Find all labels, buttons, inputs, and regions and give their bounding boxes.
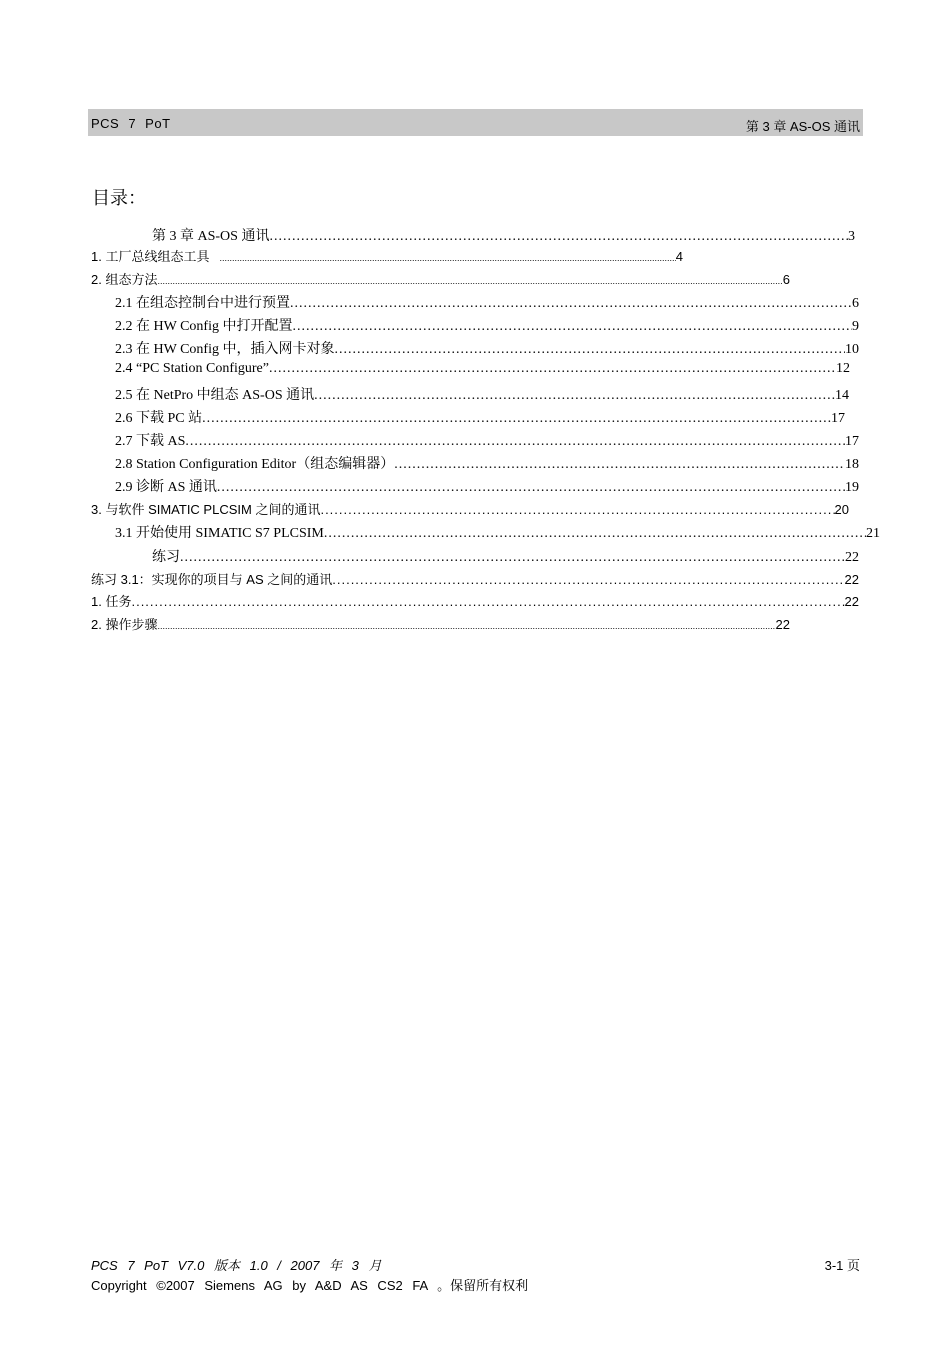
- toc-leader: [219, 253, 675, 263]
- toc-entry[interactable]: 2.3 在 HW Config 中，插入网卡对象 ..... 10: [115, 338, 859, 356]
- toc-leader: [292, 319, 852, 333]
- toc-leader: [202, 411, 831, 425]
- toc-entry[interactable]: 3.1 开始使用 SIMATIC S7 PLCSIM ..... 21: [115, 522, 880, 540]
- header-product: PCS 7 PoT: [91, 116, 171, 131]
- toc-entry[interactable]: 1. 任务 ..... 22: [91, 591, 859, 609]
- toc-leader: [217, 480, 845, 494]
- toc-leader: [320, 502, 834, 517]
- toc-leader: [131, 594, 844, 609]
- toc-leader: [157, 276, 782, 286]
- footer-version: PCS 7 PoT V7.0 版本 1.0 / 2007 年 3 月: [91, 1258, 382, 1273]
- footer-copyright: Copyright ©2007 Siemens AG by A&D AS CS2 FA 。保留所有权利: [91, 1278, 529, 1293]
- toc-leader: [290, 296, 852, 310]
- toc-entry[interactable]: 2.9 诊断 AS 通讯 ..... 19: [115, 476, 859, 494]
- toc-leader: [269, 229, 848, 243]
- toc-entry[interactable]: 2.6 下载 PC 站 ..... 17: [115, 407, 845, 425]
- toc-entry[interactable]: 第 3 章 AS-OS 通讯 ..... 3: [152, 225, 855, 243]
- page-header: [88, 109, 863, 136]
- footer-page-number: 3-1 页: [824, 1258, 860, 1273]
- toc-entry[interactable]: 练习 3.1：实现你的项目与 AS 之间的通讯 ..... 22: [91, 569, 859, 587]
- toc-leader: [324, 526, 866, 540]
- toc-leader: [157, 621, 775, 631]
- toc-leader: [185, 434, 845, 448]
- toc-entry[interactable]: 2.2 在 HW Config 中打开配置 ..... 9: [115, 315, 859, 333]
- toc-leader: [334, 342, 845, 356]
- toc-title: 目录：: [92, 188, 146, 208]
- toc-leader: [269, 361, 836, 377]
- toc-entry[interactable]: 2.8 Station Configuration Editor（组态编辑器） ..... 18: [115, 453, 859, 471]
- toc-entry[interactable]: 3. 与软件 SIMATIC PLCSIM 之间的通讯 ..... 20: [91, 499, 849, 517]
- toc-entry[interactable]: 1. 工厂总线组态工具 ..... 4: [91, 246, 683, 264]
- toc-entry[interactable]: 练习 ..... 22: [152, 546, 859, 564]
- header-chapter: 第 3 章 AS-OS 通讯: [745, 119, 860, 134]
- toc-leader: [180, 550, 845, 564]
- toc-entry[interactable]: 2.5 在 NetPro 中组态 AS-OS 通讯 ..... 14: [115, 384, 849, 402]
- toc-entry[interactable]: 2.7 下载 AS ..... 17: [115, 430, 859, 448]
- toc-leader: [314, 388, 835, 402]
- toc-entry[interactable]: 2. 操作步骤 ..... 22: [91, 614, 790, 632]
- toc-entry[interactable]: 2.4 “PC Station Configure” ..... 12: [115, 361, 850, 379]
- toc-entry[interactable]: 2. 组态方法 ..... 6: [91, 269, 790, 287]
- toc-leader: [332, 572, 844, 587]
- toc-entry[interactable]: 2.1 在组态控制台中进行预置 ..... 6: [115, 292, 859, 310]
- toc-leader: [394, 457, 845, 471]
